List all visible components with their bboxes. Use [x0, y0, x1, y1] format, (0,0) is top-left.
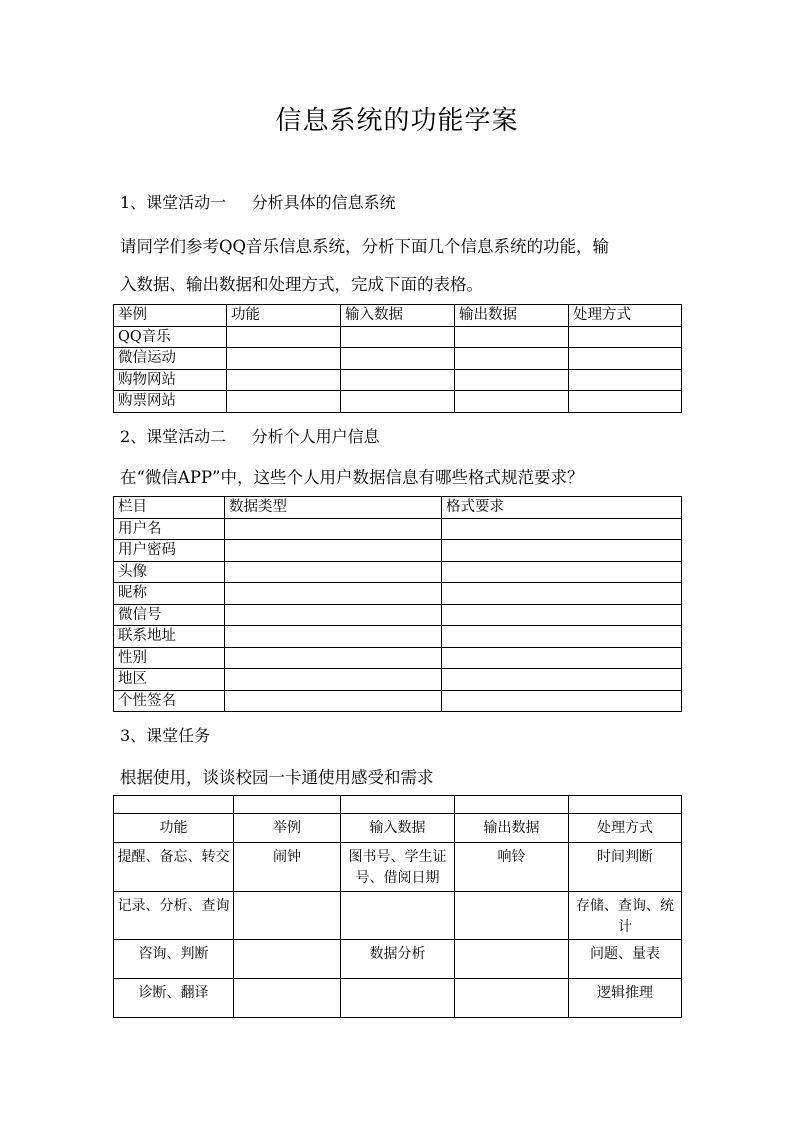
row-label: 联系地址: [114, 626, 225, 648]
table-row: [114, 843, 682, 892]
header-cell: 举例: [114, 305, 227, 327]
empty-cell[interactable]: [455, 796, 569, 814]
header-cell: 数据类型: [225, 497, 442, 519]
table-cell[interactable]: [455, 892, 569, 940]
empty-cell[interactable]: [341, 391, 455, 413]
table-row: [114, 669, 682, 691]
row-label: 微信号: [114, 604, 225, 626]
table-cell: 数据分析: [341, 940, 455, 979]
row-label: 用户密码: [114, 540, 225, 562]
empty-cell[interactable]: [341, 369, 455, 391]
empty-cell[interactable]: [225, 518, 442, 540]
empty-cell[interactable]: [225, 540, 442, 562]
empty-cell[interactable]: [455, 326, 569, 348]
row-label: 地区: [114, 669, 225, 691]
table-row: [114, 348, 682, 370]
empty-cell[interactable]: [341, 326, 455, 348]
table-cell: 图书号、学生证号、借阅日期: [341, 843, 455, 892]
empty-cell[interactable]: [442, 604, 682, 626]
empty-cell[interactable]: [442, 626, 682, 648]
table-cell: 存储、查询、统计: [569, 892, 682, 940]
table-row: [114, 391, 682, 413]
table-cell: 响铃: [455, 843, 569, 892]
row-label: 微信运动: [114, 348, 227, 370]
table-row: [114, 940, 682, 979]
empty-cell[interactable]: [569, 369, 682, 391]
empty-cell[interactable]: [455, 369, 569, 391]
table-row: [114, 690, 682, 712]
table-row: [114, 583, 682, 605]
header-cell: 输入数据: [341, 814, 455, 843]
table-cell: 诊断、翻译: [114, 979, 234, 1018]
table-row: [114, 326, 682, 348]
section2-paragraph: 在“微信APP”中，这些个人用户数据信息有哪些格式规范要求？: [120, 468, 584, 487]
table-row: [114, 979, 682, 1018]
section2-heading: 2、课堂活动二 分析个人用户信息: [120, 427, 380, 446]
empty-cell[interactable]: [569, 348, 682, 370]
row-label: QQ音乐: [114, 326, 227, 348]
table-cell: 咨询、判断: [114, 940, 234, 979]
empty-cell[interactable]: [442, 647, 682, 669]
table-cell: 闹钟: [234, 843, 341, 892]
table-cell: 问题、量表: [569, 940, 682, 979]
page-title: 信息系统的功能学案: [275, 106, 519, 136]
empty-cell[interactable]: [234, 796, 341, 814]
table-header-row: [114, 497, 682, 519]
row-label: 购票网站: [114, 391, 227, 413]
header-cell: 栏目: [114, 497, 225, 519]
table-row: [114, 604, 682, 626]
empty-cell[interactable]: [442, 561, 682, 583]
row-label: 性别: [114, 647, 225, 669]
table-cell: 提醒、备忘、转交: [114, 843, 234, 892]
empty-cell[interactable]: [442, 540, 682, 562]
table-cell[interactable]: [341, 892, 455, 940]
table-cell[interactable]: [455, 940, 569, 979]
row-label: 个性签名: [114, 690, 225, 712]
empty-cell[interactable]: [341, 796, 455, 814]
empty-cell[interactable]: [442, 583, 682, 605]
campus-card-table: [113, 795, 682, 1018]
header-cell: 输入数据: [341, 305, 455, 327]
header-cell: 格式要求: [442, 497, 682, 519]
system-analysis-table: [113, 304, 682, 413]
table-row: [114, 626, 682, 648]
empty-cell[interactable]: [227, 348, 341, 370]
row-label: 购物网站: [114, 369, 227, 391]
table-row: [114, 892, 682, 940]
table-cell: 记录、分析、查询: [114, 892, 234, 940]
table-cell: 逻辑推理: [569, 979, 682, 1018]
row-label: 头像: [114, 561, 225, 583]
section1-heading: 1、课堂活动一 分析具体的信息系统: [120, 193, 396, 212]
table-row: [114, 647, 682, 669]
empty-cell[interactable]: [114, 796, 234, 814]
header-cell: 功能: [114, 814, 234, 843]
empty-cell[interactable]: [225, 647, 442, 669]
section1-paragraph-line2: 入数据、输出数据和处理方式，完成下面的表格。: [120, 275, 483, 294]
empty-cell[interactable]: [442, 518, 682, 540]
empty-cell[interactable]: [225, 626, 442, 648]
table-header-row: [114, 305, 682, 327]
table-header-row: [114, 814, 682, 843]
header-cell: 处理方式: [569, 814, 682, 843]
section1-paragraph-line1: 请同学们参考QQ音乐信息系统，分析下面几个信息系统的功能，输: [120, 237, 610, 256]
empty-cell[interactable]: [225, 583, 442, 605]
empty-cell[interactable]: [569, 391, 682, 413]
table-row: [114, 561, 682, 583]
row-label: 用户名: [114, 518, 225, 540]
empty-cell[interactable]: [227, 369, 341, 391]
empty-cell[interactable]: [225, 604, 442, 626]
empty-cell[interactable]: [225, 690, 442, 712]
header-cell: 输出数据: [455, 814, 569, 843]
table-cell: 时间判断: [569, 843, 682, 892]
empty-cell[interactable]: [455, 348, 569, 370]
user-info-table: [113, 496, 682, 712]
empty-cell[interactable]: [442, 690, 682, 712]
empty-cell[interactable]: [225, 669, 442, 691]
section3-paragraph: 根据使用，谈谈校园一卡通使用感受和需求: [120, 768, 434, 787]
table-cell[interactable]: [455, 979, 569, 1018]
table-row: [114, 540, 682, 562]
table-cell[interactable]: [234, 979, 341, 1018]
empty-cell[interactable]: [225, 561, 442, 583]
empty-cell[interactable]: [569, 796, 682, 814]
table-row: [114, 518, 682, 540]
empty-cell[interactable]: [227, 326, 341, 348]
empty-cell[interactable]: [341, 348, 455, 370]
header-cell: 举例: [234, 814, 341, 843]
row-label: 昵称: [114, 583, 225, 605]
header-cell: 功能: [227, 305, 341, 327]
empty-cell[interactable]: [442, 669, 682, 691]
table-row: [114, 369, 682, 391]
header-cell: 输出数据: [455, 305, 569, 327]
empty-cell[interactable]: [227, 391, 341, 413]
table-cell[interactable]: [341, 979, 455, 1018]
empty-cell[interactable]: [455, 391, 569, 413]
blank-row: [114, 796, 682, 814]
empty-cell[interactable]: [569, 326, 682, 348]
table-cell[interactable]: [234, 940, 341, 979]
section3-heading: 3、课堂任务: [120, 726, 211, 745]
header-cell: 处理方式: [569, 305, 682, 327]
table-cell[interactable]: [234, 892, 341, 940]
